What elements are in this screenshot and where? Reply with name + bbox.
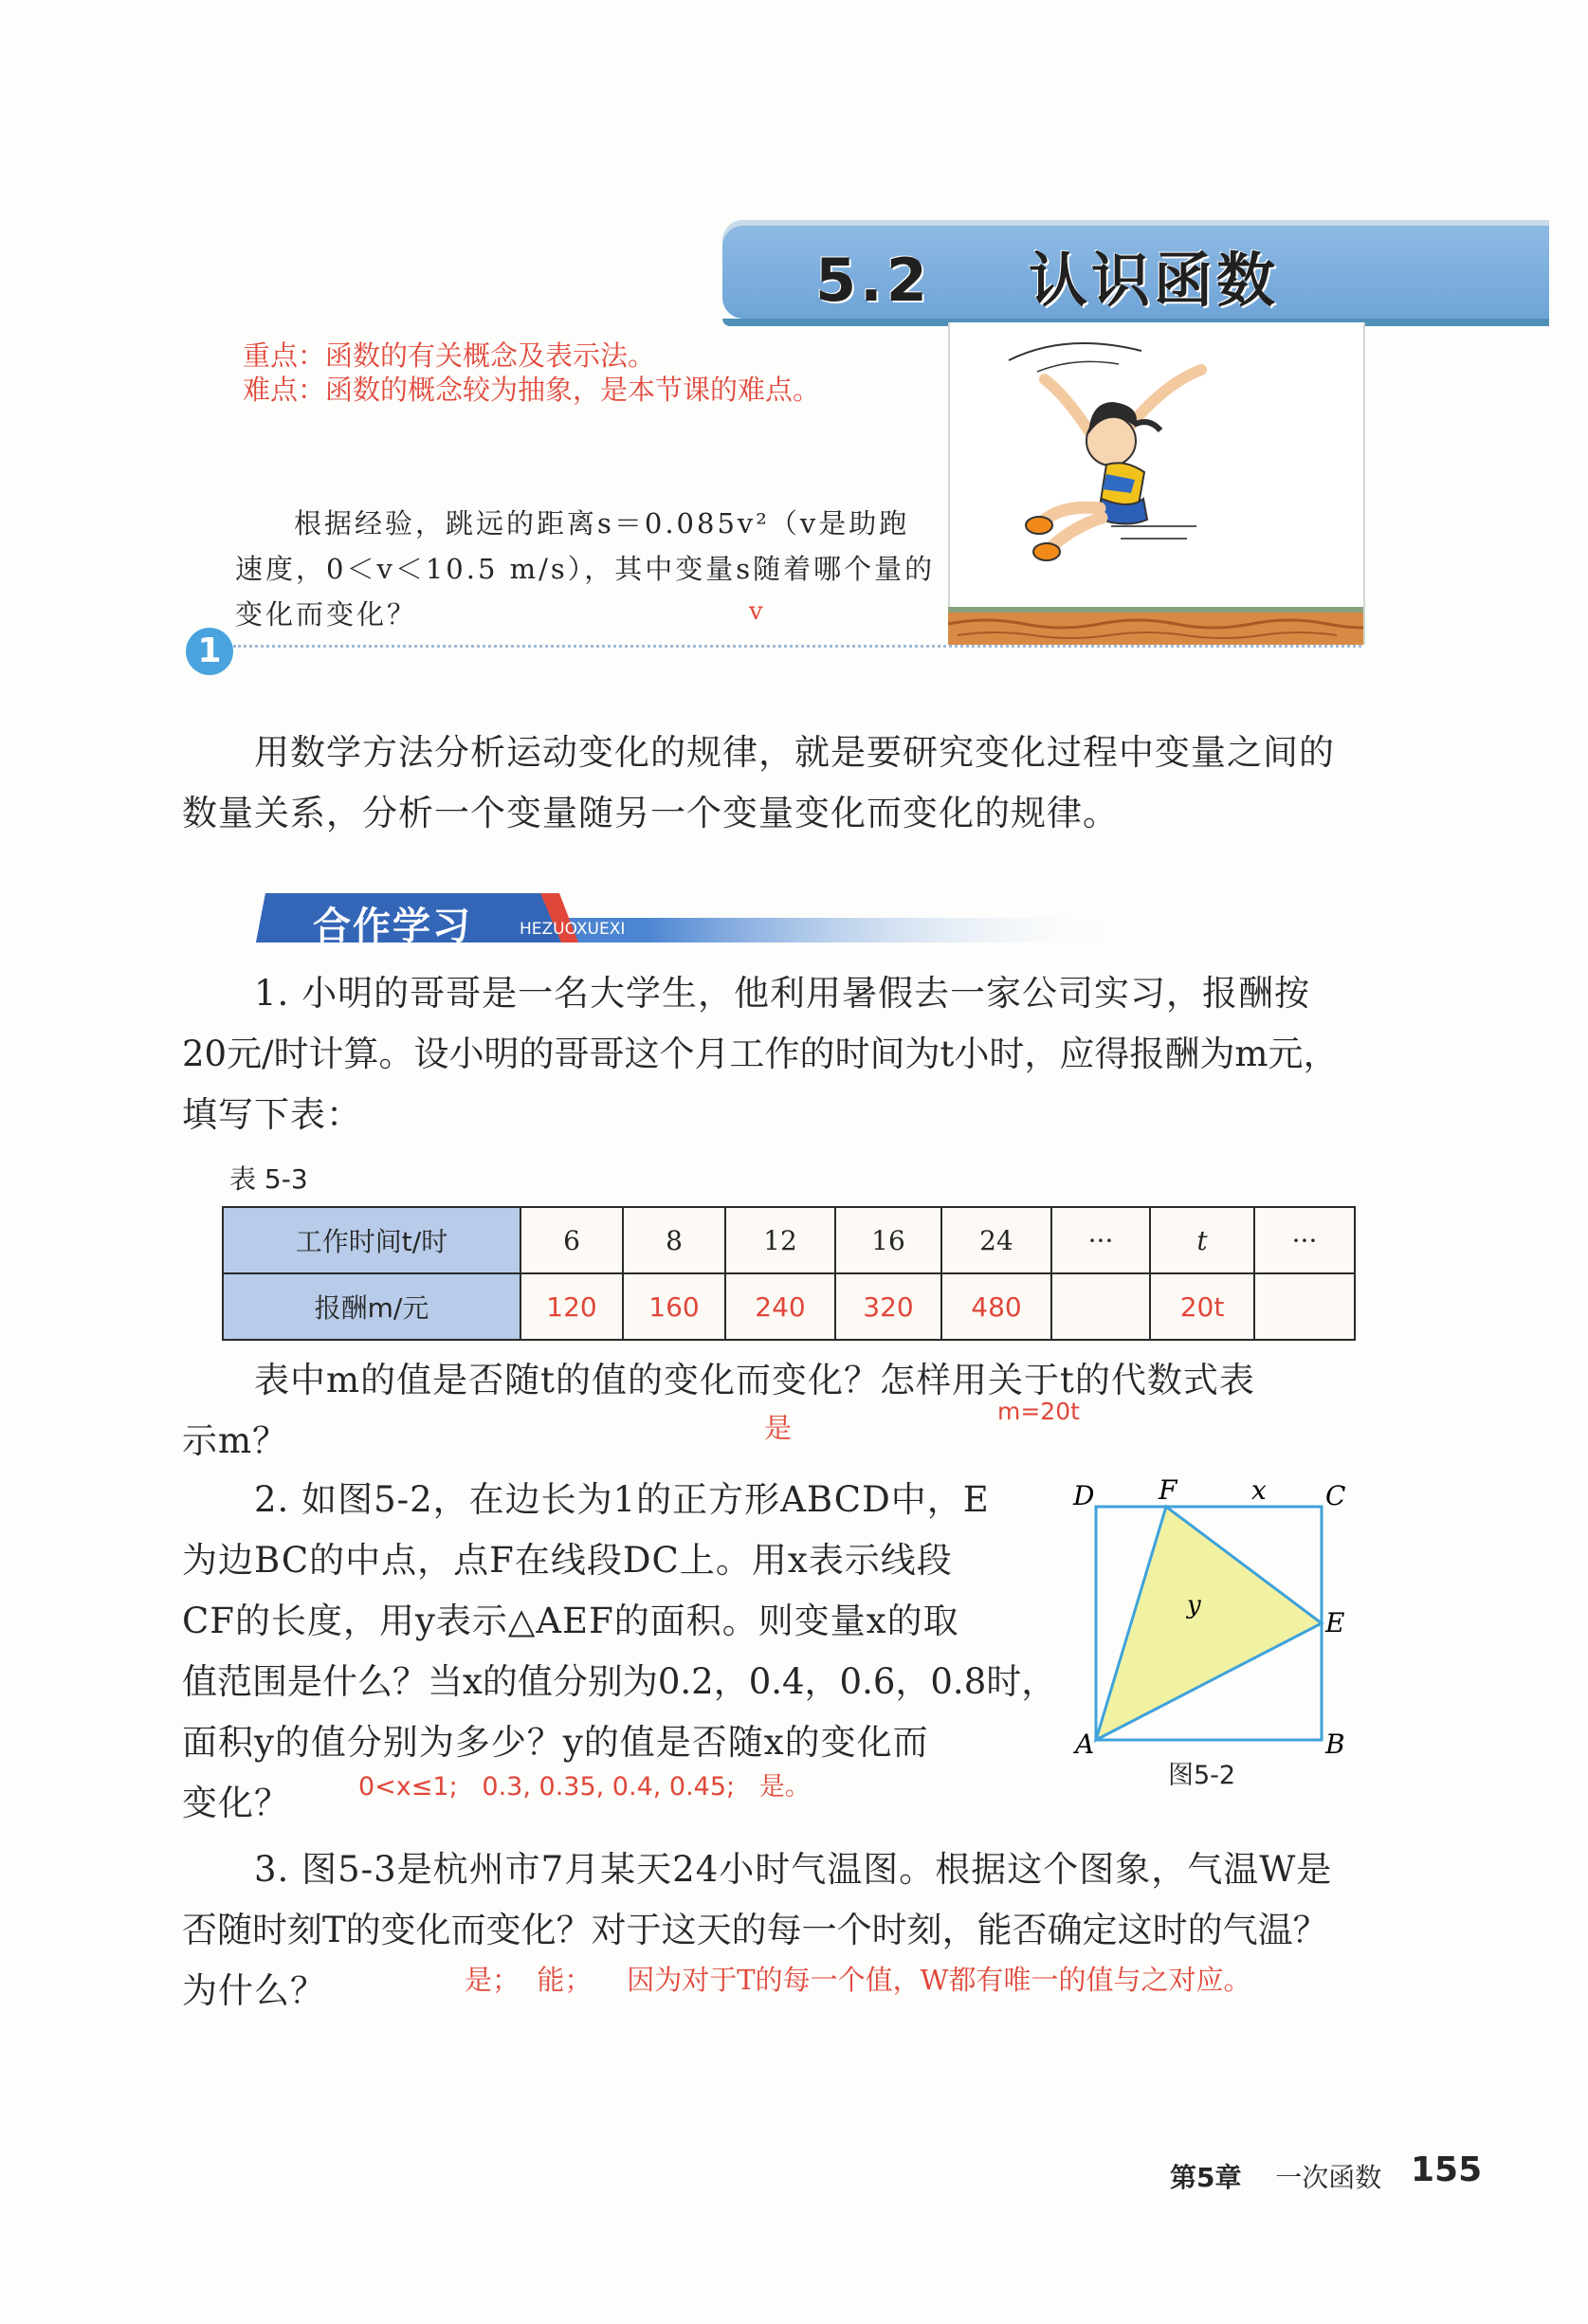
label-y: y xyxy=(1187,1591,1201,1619)
intro-line-1: 根据经验，跳远的距离s＝0.085v²（v是助跑 xyxy=(294,507,910,540)
table-caption: 表 5-3 xyxy=(229,1163,308,1195)
page-number: 155 xyxy=(1411,2150,1483,2189)
figure-5-2 xyxy=(1071,1474,1346,1768)
section-name: 认识函数 xyxy=(1029,246,1280,315)
q3-line-3: 为什么？ xyxy=(182,1970,326,2011)
q3-answer: 是； 能； 因为对于T的每一个值，W都有唯一的值与之对应。 xyxy=(465,1964,1251,1996)
table-cell: 120 xyxy=(520,1273,623,1340)
table-cell: 480 xyxy=(941,1273,1051,1340)
sand-pit-drawing xyxy=(948,607,1363,645)
footer-chapter-number: 第5章 xyxy=(1170,2162,1242,2193)
section-title xyxy=(815,233,1279,318)
table-cell: 24 xyxy=(941,1207,1051,1273)
label-d: D xyxy=(1073,1480,1095,1511)
main-paragraph-line-1: 用数学方法分析运动变化的规律，就是要研究变化过程中变量之间的 xyxy=(254,732,1335,773)
focus-label: 重点： xyxy=(243,339,326,372)
label-e: E xyxy=(1325,1607,1345,1638)
table-header-pay: 报酬m/元 xyxy=(223,1273,520,1340)
label-f: F xyxy=(1159,1474,1177,1506)
long-jumper-drawing xyxy=(950,322,1363,645)
cooperative-learning-subtitle: HEZUOXUEXI xyxy=(520,920,626,939)
q2-line-1: 2. 如图5-2，在边长为1的正方形ABCD中，E xyxy=(254,1479,990,1520)
difficulty-label: 难点： xyxy=(243,374,326,406)
long-jump-illustration xyxy=(948,322,1365,645)
table-cell: t xyxy=(1150,1207,1254,1273)
q2-line-4: 值范围是什么？当x的值分别为0.2，0.4，0.6，0.8时， xyxy=(182,1661,1057,1702)
focus-line xyxy=(243,338,655,374)
intro-line-2: 速度，0＜v＜10.5 m/s），其中变量s随着哪个量的 xyxy=(235,553,936,585)
q2-line-3: CF的长度，用y表示△AEF的面积。则变量x的取 xyxy=(182,1601,959,1641)
table-cell: 16 xyxy=(835,1207,941,1273)
difficulty-line xyxy=(243,372,820,408)
table-row-time xyxy=(223,1207,1355,1273)
square-triangle-diagram xyxy=(1071,1474,1346,1768)
intro-line-3: 变化而变化？ xyxy=(235,598,418,631)
q2-line-6: 变化？ xyxy=(182,1783,290,1823)
table-cell: 240 xyxy=(725,1273,835,1340)
section-number: 5.2 xyxy=(815,246,931,315)
q1-line-2: 20元/时计算。设小明的哥哥这个月工作的时间为t小时，应得报酬为m元， xyxy=(182,1034,1339,1074)
label-b: B xyxy=(1325,1729,1345,1760)
table-cell: 320 xyxy=(835,1273,941,1340)
q3-line-2: 否随时刻T的变化而变化？对于这天的每一个时刻，能否确定这时的气温？ xyxy=(182,1910,1328,1950)
table-cell: 6 xyxy=(520,1207,623,1273)
table-cell: ··· xyxy=(1254,1207,1355,1273)
difficulty-text: 函数的概念较为抽象，是本节课的难点。 xyxy=(325,374,821,406)
table-cell: 160 xyxy=(623,1273,725,1340)
label-x: x xyxy=(1251,1474,1267,1506)
figure-caption: 图5-2 xyxy=(1168,1761,1236,1790)
activity-number-badge: 1 xyxy=(186,628,233,675)
table-cell xyxy=(1051,1273,1150,1340)
label-a: A xyxy=(1075,1729,1095,1760)
triangle-aef xyxy=(1096,1507,1322,1740)
pay-table xyxy=(222,1206,1356,1341)
q2-answer: 0<x≤1; 0.3, 0.35, 0.4, 0.45; 是。 xyxy=(358,1772,811,1802)
q1b-line-2: 示m？ xyxy=(182,1420,289,1461)
divider-dotted xyxy=(233,645,1361,648)
main-paragraph-line-2: 数量关系，分析一个变量随另一个变量变化而变化的规律。 xyxy=(182,793,1119,833)
table-cell xyxy=(1254,1273,1355,1340)
q2-line-5: 面积y的值分别为多少？y的值是否随x的变化而 xyxy=(182,1722,929,1763)
table-cell: 20t xyxy=(1150,1273,1254,1340)
q1b-answer-2: m=20t xyxy=(997,1398,1080,1425)
table-header-time: 工作时间t/时 xyxy=(223,1207,520,1273)
footer-chapter xyxy=(1170,2157,1381,2195)
footer-chapter-title: 一次函数 xyxy=(1275,2162,1382,2193)
intro-answer: v xyxy=(749,597,763,626)
q1-line-3: 填写下表： xyxy=(182,1094,362,1135)
q2-line-2: 为边BC的中点，点F在线段DC上。用x表示线段 xyxy=(182,1540,953,1581)
q1-line-1: 1. 小明的哥哥是一名大学生，他利用暑假去一家公司实习，报酬按 xyxy=(254,973,1311,1014)
table-cell: 12 xyxy=(725,1207,835,1273)
label-c: C xyxy=(1325,1480,1346,1511)
q1b-answer-1: 是 xyxy=(764,1412,793,1444)
q1b-line-1: 表中m的值是否随t的值的变化而变化？怎样用关于t的代数式表 xyxy=(254,1360,1255,1400)
table-cell: ··· xyxy=(1051,1207,1150,1273)
table-row-pay xyxy=(223,1273,1355,1340)
q3-line-1: 3. 图5-3是杭州市7月某天24小时气温图。根据这个图象，气温W是 xyxy=(254,1849,1333,1890)
cooperative-learning-title: 合作学习 xyxy=(313,905,472,948)
focus-text: 函数的有关概念及表示法。 xyxy=(325,339,656,372)
table-cell: 8 xyxy=(623,1207,725,1273)
sand-pit xyxy=(948,607,1363,645)
